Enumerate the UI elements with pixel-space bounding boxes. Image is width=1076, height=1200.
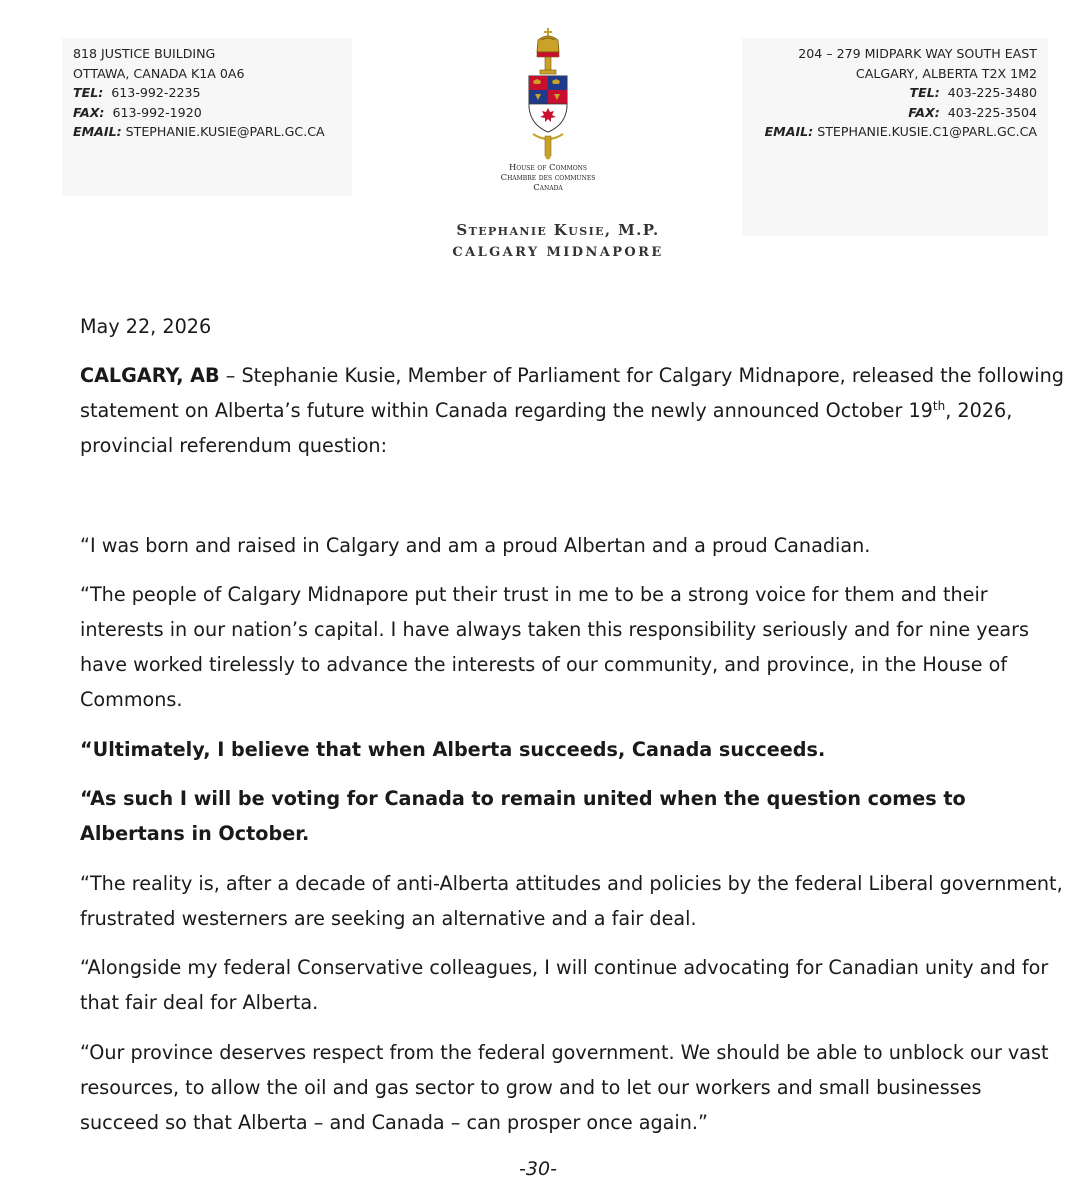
calgary-email [742,122,1037,142]
riding-heading: CALGARY MIDNAPORE [452,245,664,260]
calgary-email-label: EMAIL: [764,124,814,140]
statement-paragraph-4: “As such I will be voting for Canada to remain united when the question comes to Albertans in October. [80,787,966,845]
intro-text-b: , 2026, provincial referendum question: [80,399,1013,457]
ottawa-fax-value: 613-992-1920 [112,104,202,120]
intro-ordinal-suffix: th [932,399,946,413]
intro-text-a: – Stephanie Kusie, Member of Parliament for Calgary Midnapore, released the following statement on Alberta’s future within Canada regarding the newly announced October 19 [80,364,1064,422]
calgary-tel [742,83,1037,103]
statement-paragraph-5: “The reality is, after a decade of anti-Alberta attitudes and policies by the federal Liberal government, frustrated westerners are seeking an alternative and a fair deal. [80,872,1063,930]
crest-caption-english: House of Commons [508,162,588,172]
statement-paragraph-2: “The people of Calgary Midnapore put their trust in me to be a strong voice for them and their interests in our nation’s capital. I have always taken this responsibility seriously and for nine years have worked tirelessly to advance the interests of our community, and province, in the House of Commons. [80,583,1030,711]
statement-paragraph-1: “I was born and raised in Calgary and am a proud Albertan and a proud Canadian. [80,534,871,557]
mp-name-text: Stephanie Kusie, M.P. [456,221,660,239]
intro-paragraph [80,358,1065,463]
ottawa-fax-label: FAX: [73,104,105,120]
calgary-tel-label: TEL: [909,85,940,101]
house-of-commons-caption [480,162,616,192]
mp-name-heading [400,221,716,239]
crest-caption-country: Canada [533,182,563,192]
calgary-fax [742,103,1037,123]
calgary-tel-value: 403-225-3480 [947,85,1037,101]
ottawa-email-label: EMAIL: [73,124,122,140]
calgary-email-value: STEPHANIE.KUSIE.C1@PARL.GC.CA [817,124,1037,140]
ottawa-tel [73,83,352,103]
ottawa-tel-label: TEL: [73,85,104,101]
ottawa-tel-value: 613-992-2235 [111,85,201,101]
ottawa-address-line1: 818 JUSTICE BUILDING [73,46,216,61]
end-of-release-mark: -30- [519,1158,557,1180]
statement-paragraph-7: “Our province deserves respect from the federal government. We should be able to unblock our vast resources, to allow the oil and gas sector to grow and to let our workers and small businesses succeed so that Alberta – and Canada – can prosper once again.” [80,1041,1049,1134]
ottawa-address-block [62,38,352,196]
crest-caption-french: Chambre des communes [500,172,596,182]
calgary-address-line1: 204 – 279 MIDPARK WAY SOUTH EAST [798,46,1037,61]
calgary-address-block [742,38,1048,236]
ottawa-fax [73,103,352,123]
dateline: CALGARY, AB [80,364,220,387]
calgary-address-line2: CALGARY, ALBERTA T2X 1M2 [855,65,1037,81]
ottawa-email-value: STEPHANIE.KUSIE@PARL.GC.CA [125,124,325,140]
calgary-fax-label: FAX: [908,104,940,120]
statement-paragraph-6: “Alongside my federal Conservative colleagues, I will continue advocating for Canadian unity and for that fair deal for Alberta. [80,956,1049,1014]
ottawa-address-line2: OTTAWA, CANADA K1A 0A6 [73,65,245,81]
statement-paragraph-3: “Ultimately, I believe that when Alberta succeeds, Canada succeeds. [80,738,826,761]
letter-date: May 22, 2026 [80,315,212,338]
calgary-fax-value: 403-225-3504 [947,104,1037,120]
ottawa-email [73,122,352,142]
house-of-commons-crest-icon [519,26,577,160]
